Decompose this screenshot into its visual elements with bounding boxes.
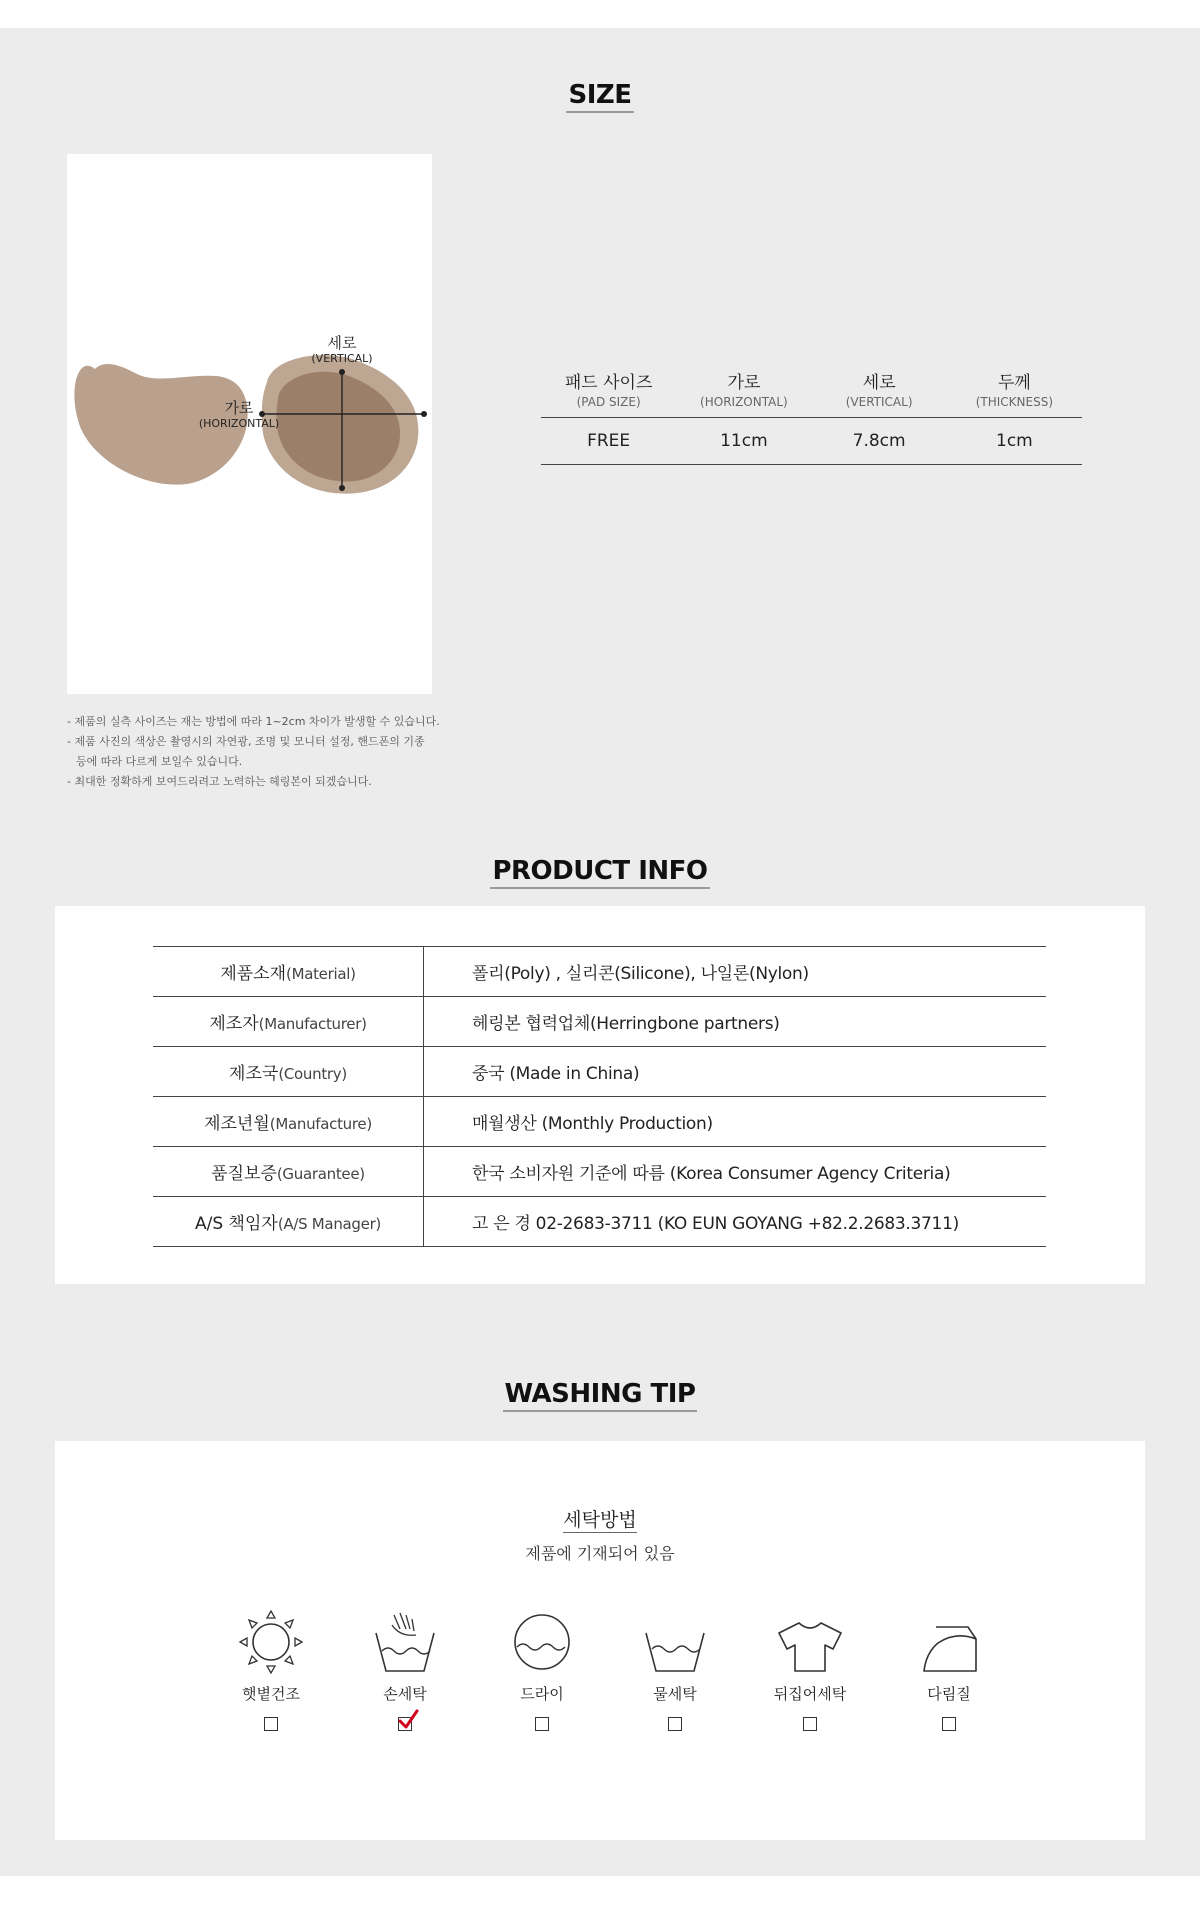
size-notes <box>67 712 440 792</box>
wash-label: 물세탁 <box>653 1685 697 1703</box>
header-horizontal: 가로 (HORIZONTAL) <box>700 373 788 409</box>
table-row <box>153 1047 1046 1097</box>
note-line: 등에 따라 다르게 보일수 있습니다. <box>76 755 243 768</box>
hand-wash-checkbox[interactable] <box>398 1717 412 1731</box>
product-info-box <box>55 906 1145 1284</box>
info-key: 제조국(Country) <box>153 1047 424 1097</box>
wash-item-sun-dry <box>211 1609 331 1731</box>
sun-dry-icon <box>238 1609 304 1675</box>
info-key: 제조자(Manufacturer) <box>153 997 424 1047</box>
info-value: 고 은 경 02-2683-3711 (KO EUN GOYANG +82.2.2683.3711) <box>424 1197 1047 1247</box>
header-pad-size: 패드 사이즈 (PAD SIZE) <box>564 373 653 409</box>
product-info-table <box>153 946 1046 1247</box>
table-row <box>153 1147 1046 1197</box>
hand-wash-icon <box>372 1609 438 1675</box>
wash-item-water-wash <box>615 1609 735 1731</box>
wash-item-hand-wash <box>345 1609 465 1731</box>
wash-label: 뒤집어세탁 <box>773 1685 847 1703</box>
wash-method-subtitle: 제품에 기재되어 있음 <box>525 1544 675 1563</box>
iron-checkbox[interactable] <box>942 1717 956 1731</box>
dry-clean-icon <box>509 1609 575 1675</box>
info-key: 제품소재(Material) <box>153 947 424 997</box>
horizontal-label: 가로 (HORIZONTAL) <box>198 399 280 430</box>
note-line: - 제품의 실측 사이즈는 재는 방법에 따라 1~2cm 차이가 발생할 수 있습니다. <box>67 715 440 728</box>
water-wash-icon <box>642 1609 708 1675</box>
product-info-title: PRODUCT INFO <box>0 856 1200 886</box>
wash-item-dry-clean <box>482 1609 602 1731</box>
info-value: 헤링본 협력업체(Herringbone partners) <box>424 997 1047 1047</box>
header-thickness: 두께 (THICKNESS) <box>975 373 1054 409</box>
table-row <box>153 1197 1046 1247</box>
wash-label: 손세탁 <box>383 1685 427 1703</box>
cell-horizontal: 11cm <box>720 431 768 451</box>
table-row <box>153 1097 1046 1147</box>
vertical-label: 세로 (VERTICAL) <box>311 334 373 365</box>
dry-clean-checkbox[interactable] <box>535 1717 549 1731</box>
wash-item-inside-out <box>750 1609 870 1731</box>
checkmark-icon <box>397 1708 419 1730</box>
wash-item-iron <box>889 1609 1009 1731</box>
wash-label: 다림질 <box>927 1685 971 1703</box>
size-table-header <box>541 372 1082 418</box>
inside-out-wash-icon <box>775 1609 845 1675</box>
product-size-image <box>67 154 432 694</box>
wash-method-title: 세탁방법 <box>563 1509 637 1531</box>
inside-out-checkbox[interactable] <box>803 1717 817 1731</box>
water-wash-checkbox[interactable] <box>668 1717 682 1731</box>
table-row <box>153 947 1046 997</box>
table-row <box>153 997 1046 1047</box>
wash-label: 드라이 <box>520 1685 564 1703</box>
size-table <box>541 372 1082 465</box>
cell-pad-size: FREE <box>587 431 631 451</box>
info-value: 중국 (Made in China) <box>424 1047 1047 1097</box>
size-section-title: SIZE <box>0 80 1200 110</box>
info-value: 매월생산 (Monthly Production) <box>424 1097 1047 1147</box>
size-table-row <box>541 418 1082 465</box>
header-vertical: 세로 (VERTICAL) <box>845 373 913 409</box>
cell-thickness: 1cm <box>996 431 1033 451</box>
note-line: - 제품 사진의 색상은 촬영시의 자연광, 조명 및 모니터 설정, 핸드폰의 기종 <box>67 735 425 748</box>
note-line: - 최대한 정확하게 보여드리려고 노력하는 헤링본이 되겠습니다. <box>67 775 372 788</box>
washing-tip-title: WASHING TIP <box>0 1379 1200 1409</box>
sun-dry-checkbox[interactable] <box>264 1717 278 1731</box>
iron-icon <box>916 1609 982 1675</box>
info-value: 한국 소비자원 기준에 따름 (Korea Consumer Agency Criteria) <box>424 1147 1047 1197</box>
wash-label: 햇볕건조 <box>242 1685 300 1703</box>
info-key: A/S 책임자(A/S Manager) <box>153 1197 424 1247</box>
info-key: 제조년월(Manufacture) <box>153 1097 424 1147</box>
info-key: 품질보증(Guarantee) <box>153 1147 424 1197</box>
info-value: 폴리(Poly) , 실리콘(Silicone), 나일론(Nylon) <box>424 947 1047 997</box>
cell-vertical: 7.8cm <box>852 431 906 451</box>
washing-tip-box <box>55 1441 1145 1840</box>
